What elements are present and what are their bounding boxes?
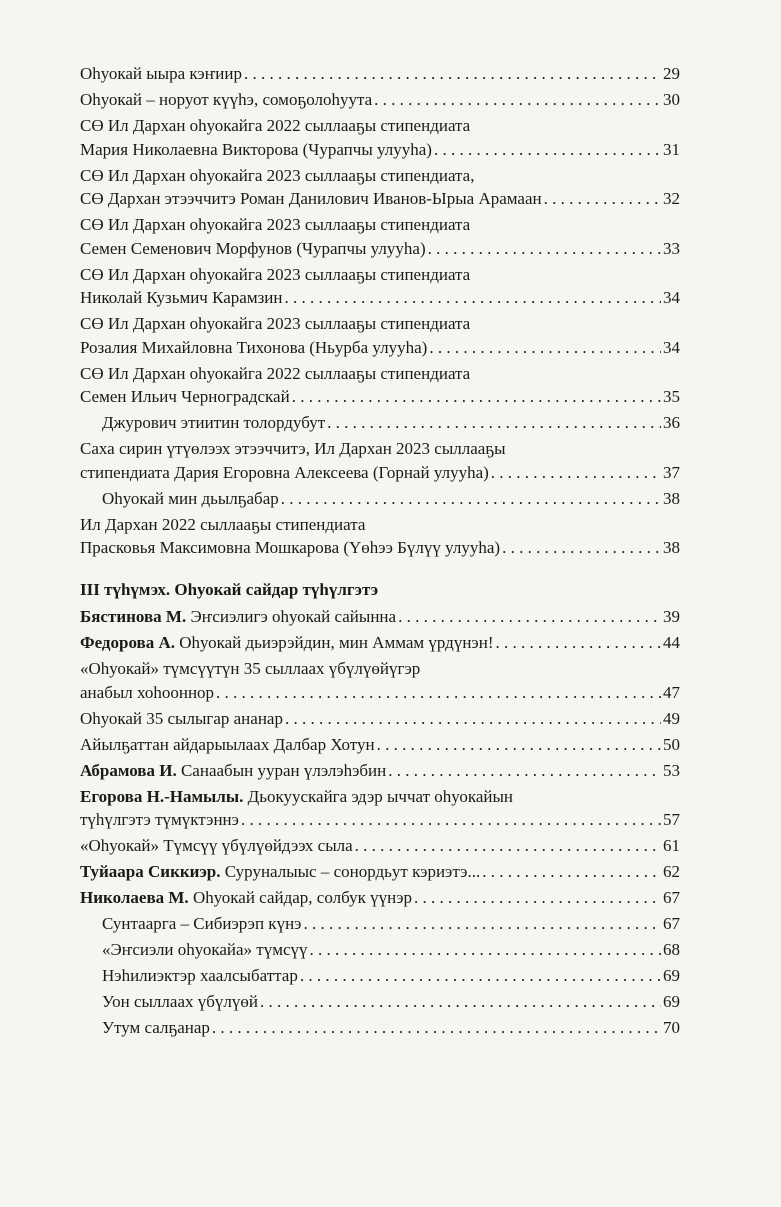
toc-entry-title: Эҥсиэлигэ оһуокай сайынна	[190, 607, 397, 626]
dot-leader	[292, 385, 661, 409]
author-name: Бястинова М.	[80, 607, 187, 626]
toc-entry-title: СӨ Ил Дархан оһуокайга 2023 сыллааҕы стипендиата	[80, 215, 471, 234]
page-number: 36	[663, 413, 680, 432]
page-number: 44	[663, 633, 680, 652]
table-of-contents	[80, 62, 680, 1042]
dot-leader	[285, 707, 661, 731]
author-name: Егорова Н.-Намылы.	[80, 786, 244, 806]
toc-entry	[80, 834, 680, 858]
toc-entry-title: «Оһуокай» Түмсүү үбүлүөйдээх сыла	[80, 836, 353, 855]
toc-entry	[80, 631, 680, 655]
dot-leader	[502, 536, 661, 560]
page-number: 49	[663, 708, 680, 728]
toc-entry-title: СӨ Ил Дархан оһуокайга 2022 сыллааҕы стипендиата	[80, 116, 471, 135]
page-number: 32	[663, 189, 680, 208]
toc-entry	[80, 912, 680, 936]
toc-entry-title: Айылҕаттан айдарыылаах Далбар Хотун	[80, 734, 375, 754]
toc-entry	[80, 114, 680, 161]
page-number: 61	[663, 836, 680, 855]
page-number: 38	[663, 488, 680, 508]
dot-leader	[355, 834, 661, 858]
toc-entry	[80, 312, 680, 359]
toc-entry-title: СӨ Ил Дархан оһуокайга 2023 сыллааҕы стипендиата	[80, 264, 471, 284]
page-number: 30	[663, 90, 680, 109]
toc-entry-title: Уон сыллаах үбүлүөй	[102, 992, 258, 1011]
toc-entry-title: Санаабын ууран үлэлэһэбин	[180, 760, 387, 780]
toc-entry	[80, 411, 680, 435]
page-number: 69	[663, 966, 680, 985]
dot-leader	[428, 237, 661, 261]
toc-entry	[80, 886, 680, 910]
toc-entry-title: «Оһуокай» түмсүүтүн 35 сыллаах үбүлүөйүгэр	[80, 659, 421, 678]
toc-entry-title: Джурович этиитин толордубут	[102, 413, 326, 432]
page-number: 57	[663, 810, 680, 829]
toc-entry	[80, 487, 680, 511]
author-name: Туйаара Сиккиэр.	[80, 862, 221, 881]
dot-leader	[260, 990, 661, 1014]
toc-entry-title: Семен Семенович Морфунов (Чурапчы улууһа)	[80, 238, 426, 258]
toc-entry-title: Николай Кузьмич Карамзин	[80, 288, 283, 307]
toc-entry-title: Ил Дархан 2022 сыллааҕы стипендиата	[80, 514, 366, 534]
toc-entry	[80, 437, 680, 484]
page-number: 31	[663, 139, 680, 159]
toc-entry-title: Оһуокай сайдар, солбук үүнэр	[192, 888, 412, 907]
page-number: 34	[663, 288, 680, 307]
dot-leader	[244, 62, 661, 86]
dot-leader	[300, 964, 661, 988]
dot-leader	[374, 88, 661, 112]
page-number: 34	[663, 337, 680, 357]
page-number: 37	[663, 462, 680, 482]
page-number: 33	[663, 238, 680, 258]
dot-leader	[495, 631, 661, 655]
author-name: Николаева М.	[80, 888, 189, 907]
page-number: 47	[663, 682, 680, 702]
toc-entry	[80, 964, 680, 988]
toc-entry	[80, 62, 680, 86]
page-number: 29	[663, 64, 680, 83]
dot-leader	[429, 336, 661, 360]
dot-leader	[414, 886, 661, 910]
dot-leader	[284, 286, 661, 310]
toc-entry	[80, 759, 680, 783]
toc-entry	[80, 707, 680, 731]
dot-leader	[216, 681, 661, 705]
toc-entry-title: Оһуокай ыыра кэҥиир	[80, 64, 243, 83]
dot-leader	[310, 938, 661, 962]
author-name: Федорова А.	[80, 633, 176, 652]
toc-entry-title: Розалия Михайловна Тихонова (Ньурба улууһа)	[80, 337, 428, 357]
toc-entry	[80, 164, 680, 211]
toc-entry-title: Дьокуускайга эдэр ыччат оһуокайын	[247, 786, 514, 806]
toc-entry-title: түһүлгэтэ түмүктэннэ	[80, 810, 239, 829]
dot-leader	[388, 759, 661, 783]
toc-entry-title: СӨ Ил Дархан оһуокайга 2023 сыллааҕы стипендиата	[80, 314, 471, 333]
toc-entry-title: Оһуокай мин дьылҕабар	[102, 488, 279, 508]
toc-entry	[80, 605, 680, 629]
toc-entry-title: анабыл хоһооннор	[80, 682, 215, 702]
page-number: 38	[663, 538, 680, 557]
toc-entry-title: Оһуокай – норуот күүһэ, сомоҕолоһуута	[80, 90, 373, 109]
dot-leader	[327, 411, 661, 435]
toc-entry-title: Оһуокай дьиэрэйдин, мин Аммам үрдүнэн!	[179, 633, 494, 652]
dot-leader	[212, 1016, 661, 1040]
toc-entry	[80, 733, 680, 757]
dot-leader	[482, 860, 661, 884]
page-number: 39	[663, 607, 680, 626]
page-number: 62	[663, 862, 680, 881]
toc-entry-title: стипендиата Дария Егоровна Алексеева (Горнай улууһа)	[80, 462, 489, 482]
toc-entry-title: Прасковья Максимовна Мошкарова (Үөһээ Бүлүү улууһа)	[80, 538, 501, 557]
toc-entry	[80, 938, 680, 962]
toc-entry-title: Нэһилиэктэр хаалсыбаттар	[102, 966, 298, 985]
dot-leader	[241, 808, 661, 832]
page-number: 67	[663, 888, 680, 907]
toc-entry-title: Саха сирин үтүөлээх этээччитэ, Ил Дархан 2023 сыллааҕы	[80, 439, 506, 458]
dot-leader	[434, 138, 661, 162]
page-number: 50	[663, 734, 680, 754]
toc-entry	[80, 513, 680, 560]
page-number: 53	[663, 760, 680, 780]
toc-entry	[80, 263, 680, 310]
toc-entry	[80, 990, 680, 1014]
toc-entry-title: Сунтаарга – Сибиэрэп күнэ	[102, 914, 302, 933]
toc-entry	[80, 785, 680, 832]
dot-leader	[491, 461, 661, 485]
page-number: 70	[663, 1018, 680, 1037]
toc-entry-title: СӨ Дархан этээччитэ Роман Данилович Иванов-Ырыа Арамаан	[80, 189, 542, 208]
toc-entry-title: Оһуокай 35 сылыгар ананар	[80, 708, 283, 728]
toc-entry	[80, 860, 680, 884]
toc-entry-title: СӨ Ил Дархан оһуокайга 2023 сыллааҕы стипендиата,	[80, 165, 475, 185]
author-name: Абрамова И.	[80, 760, 177, 780]
page-number: 69	[663, 992, 680, 1011]
page-number: 67	[663, 914, 680, 933]
toc-entry-title: СӨ Ил Дархан оһуокайга 2022 сыллааҕы стипендиата	[80, 363, 471, 383]
toc-entry-title: Утум салҕанар	[102, 1018, 210, 1037]
page-number: 68	[663, 940, 680, 959]
toc-entry-title: Мария Николаевна Викторова (Чурапчы улууһа)	[80, 139, 432, 159]
dot-leader	[398, 605, 661, 629]
dot-leader	[377, 733, 661, 757]
page-number: 35	[663, 387, 680, 406]
dot-leader	[303, 912, 661, 936]
toc-entry-title: «Эҥсиэли оһуокайа» түмсүү	[102, 940, 308, 959]
toc-entry	[80, 657, 680, 704]
dot-leader	[281, 487, 661, 511]
section-heading: III түһүмэх. Оһуокай сайдар түһүлгэтэ	[80, 579, 379, 599]
toc-entry	[80, 213, 680, 260]
toc-entry	[80, 1016, 680, 1040]
dot-leader	[544, 187, 661, 211]
toc-entry	[80, 88, 680, 112]
toc-entry-title: Суруналыыс – сонордьут кэриэтэ...	[224, 862, 481, 881]
toc-entry	[80, 362, 680, 409]
toc-entry-title: Семен Ильич Черноградскай	[80, 387, 290, 406]
